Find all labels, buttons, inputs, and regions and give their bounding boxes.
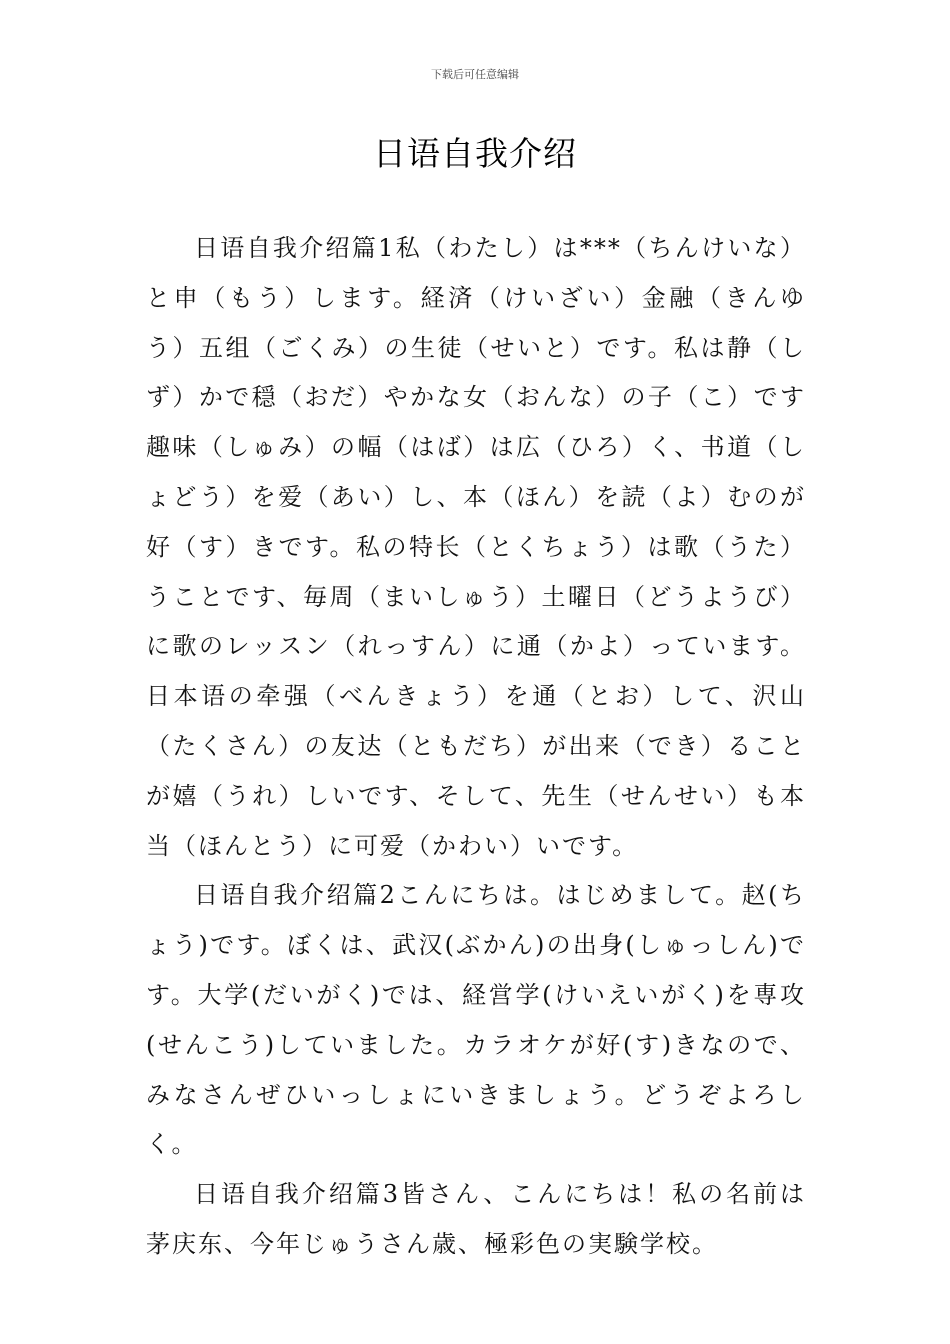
paragraph-3: 日语自我介绍篇3皆さん、こんにちは！私の名前は茅庆东、今年じゅうさん歳、極彩色の実験学校。 (146, 1180, 806, 1258)
header-note: 下载后可任意编辑 (431, 68, 519, 81)
paragraph-1: 日语自我介绍篇1私（わたし）は***（ちんけいな）と申（もう）します。経済（けいざい）金融（きんゆう）五组（ごくみ）の生徒（せいと）です。私は静（しず）かで穏（おだ）やかな女（おんな）の子（こ）です趣味（しゅみ）の幅（はば）は広（ひろ）く、书道（しょどう）を爱（あい）し、本（ほん）を読（よ）むのが好（す）きです。私の特长（とくちょう）は歌（うた）うことです、毎周（まいしゅう）土曜日（どうようび）に歌のレッスン（れっすん）に通（かよ）っています。日本语の牵强（べんきょう）を通（とお）して、沢山（たくさん）の友达（ともだち）が出来（でき）ることが嬉（うれ）しいです、そして、先生（せんせい）も本当（ほんとう）に可爱（かわい）いです。 (146, 234, 807, 860)
paragraph-2: 日语自我介绍篇2こんにちは。はじめまして。赵(ちょう)です。ぼくは、武汉(ぶかん)の出身(しゅっしん)です。大学(だいがく)では、経営学(けいえいがく)を専攻(せんこう)していました。カラオケが好(す)きなので、みなさんぜひいっしょにいきましょう。どうぞよろしく。 (146, 881, 806, 1159)
page-title: 日语自我介绍 (373, 134, 577, 173)
document-body (146, 224, 806, 1270)
